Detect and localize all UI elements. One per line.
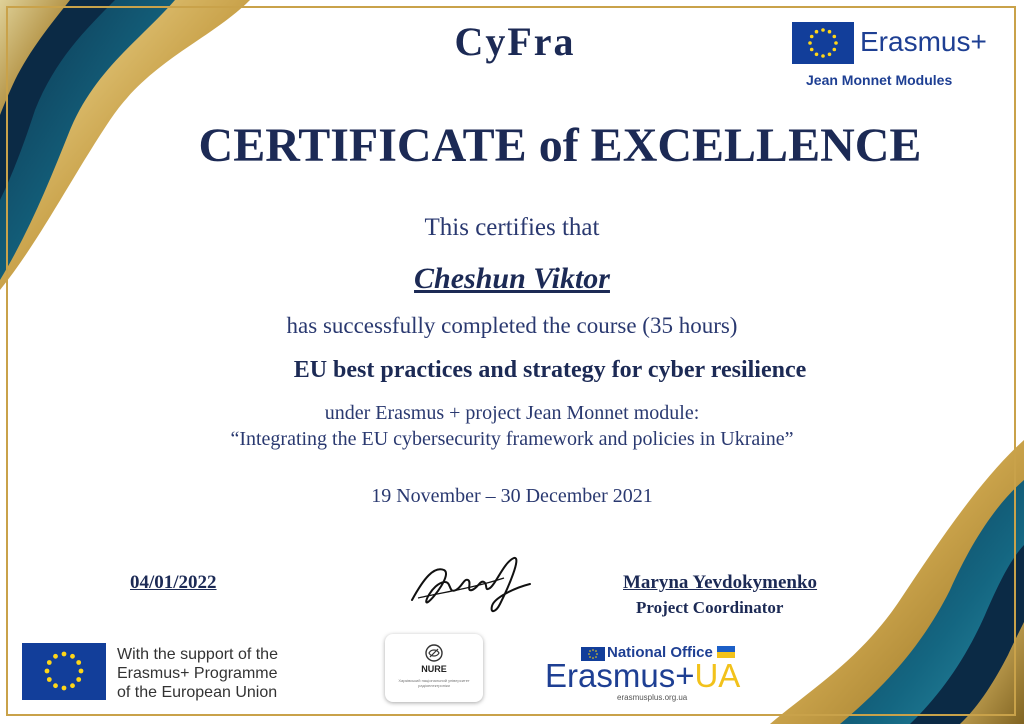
nure-subtitle: Харківський національний університет радіоелектроніки: [398, 678, 470, 688]
issue-date: 04/01/2022: [130, 572, 217, 593]
course-title: EU best practices and strategy for cyber resilience: [293, 357, 807, 383]
erasmus-ua-logo: [545, 644, 775, 704]
coordinator-role: Project Coordinator: [636, 598, 784, 617]
eu-flag-icon: [22, 643, 106, 700]
signature-icon: [404, 548, 534, 618]
erasmus-logo-text: Erasmus+: [860, 26, 987, 57]
support-line: Erasmus+ Programme: [117, 665, 278, 682]
erasmus-ua-wordmark: [545, 658, 740, 694]
recipient-name: Cheshun Viktor: [414, 262, 610, 295]
nure-logo: [385, 634, 483, 702]
certificate-title: CERTIFICATE of EXCELLENCE: [198, 119, 922, 172]
completion-line: has successfully completed the course (35 hours): [286, 313, 738, 338]
support-line: of the European Union: [117, 684, 278, 701]
support-line: With the support of the: [117, 646, 278, 663]
jean-monnet-subtitle: Jean Monnet Modules: [806, 72, 953, 88]
coordinator-name: Maryna Yevdokymenko: [623, 572, 818, 593]
nure-emblem-icon: [425, 644, 443, 662]
erasmus-jean-monnet-logo: [792, 22, 992, 92]
project-line: under Erasmus + project Jean Monnet module:: [324, 402, 700, 424]
module-title: “Integrating the EU cybersecurity framework and policies in Ukraine”: [230, 428, 794, 450]
certifies-line: This certifies that: [424, 214, 600, 241]
erasmus-ua-suffix: UA: [694, 657, 741, 694]
eu-flag-icon: [792, 22, 854, 64]
eu-support-text: [117, 645, 278, 702]
erasmus-ua-url: erasmusplus.org.ua: [617, 693, 688, 702]
course-period: 19 November – 30 December 2021: [371, 485, 653, 507]
nure-label: NURE: [421, 664, 447, 674]
brand-logo: CyFra: [454, 19, 576, 64]
national-office-label: National Office: [607, 644, 713, 661]
erasmus-ua-prefix: Erasmus+: [545, 657, 695, 694]
